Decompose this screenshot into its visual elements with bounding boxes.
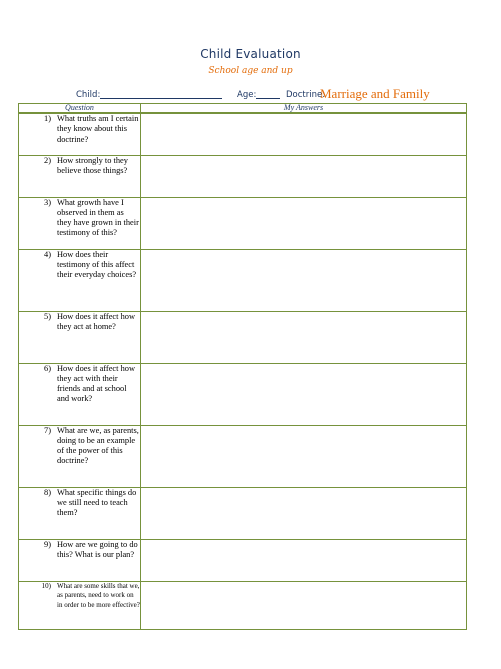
question-text: What truths am I certain they know about this doctrine?	[57, 114, 139, 144]
question-cell	[19, 425, 141, 487]
question-cell	[19, 197, 141, 249]
question-number: 8)	[44, 487, 51, 497]
question-number: 3)	[44, 197, 51, 207]
question-number: 2)	[44, 155, 51, 165]
question-cell	[19, 581, 141, 629]
page-title: Child Evaluation	[200, 47, 301, 61]
question-text: What specific things do we still need to teach them?	[57, 487, 137, 518]
question-text: How strongly to they believe those things?	[57, 155, 128, 175]
question-number: 4)	[44, 249, 51, 259]
question-text: How does it affect how they act with their friends and at school and work?	[57, 363, 135, 404]
answer-cell[interactable]	[141, 487, 467, 539]
question-cell	[19, 155, 141, 197]
doctrine-value[interactable]: Marriage and Family	[320, 86, 430, 101]
table-row	[19, 363, 467, 425]
question-number: 6)	[44, 363, 51, 373]
table-row	[19, 249, 467, 311]
question-number: 9)	[44, 539, 51, 549]
question-cell	[19, 363, 141, 425]
table-header-row	[19, 104, 467, 114]
info-fields	[0, 86, 501, 102]
answer-cell[interactable]	[141, 155, 467, 197]
question-cell	[19, 113, 141, 155]
question-text: How does their testimony of this affect their everyday choices?	[57, 249, 137, 280]
question-number: 5)	[44, 311, 51, 321]
question-cell	[19, 249, 141, 311]
answer-cell[interactable]	[141, 249, 467, 311]
question-text: What are some skills that we, as parents, need to work on in order to be more effective?	[57, 581, 140, 609]
answer-cell[interactable]	[141, 113, 467, 155]
answer-cell[interactable]	[141, 425, 467, 487]
question-number: 7)	[44, 425, 51, 435]
table-row	[19, 425, 467, 487]
question-number: 10)	[41, 581, 51, 590]
table-row	[19, 311, 467, 363]
column-header-answers: My Answers	[141, 104, 467, 114]
answer-cell[interactable]	[141, 311, 467, 363]
table-row	[19, 539, 467, 581]
column-header-question: Question	[19, 104, 141, 114]
age-label: Age:	[237, 90, 257, 100]
question-number: 1)	[44, 114, 51, 123]
question-cell	[19, 311, 141, 363]
question-text: What are we, as parents, doing to be an example of the power of this doctrine?	[57, 425, 139, 466]
child-field[interactable]	[100, 98, 222, 99]
age-field[interactable]	[256, 98, 280, 99]
answer-cell[interactable]	[141, 539, 467, 581]
question-text: What growth have I observed in them as they have grown in their testimony of this?	[57, 197, 139, 238]
table-row	[19, 155, 467, 197]
table-row	[19, 113, 467, 155]
answer-cell[interactable]	[141, 197, 467, 249]
table-row	[19, 581, 467, 629]
question-text: How does it affect how they act at home?	[57, 311, 135, 331]
child-label: Child:	[76, 90, 101, 100]
doctrine-label: Doctrine:	[286, 90, 326, 100]
answer-cell[interactable]	[141, 581, 467, 629]
question-cell	[19, 539, 141, 581]
page-subtitle: School age and up	[208, 66, 293, 76]
evaluation-table	[18, 103, 467, 630]
table-row	[19, 487, 467, 539]
table-row	[19, 197, 467, 249]
answer-cell[interactable]	[141, 363, 467, 425]
question-cell	[19, 487, 141, 539]
question-text: How are we going to do this? What is our plan?	[57, 539, 138, 559]
